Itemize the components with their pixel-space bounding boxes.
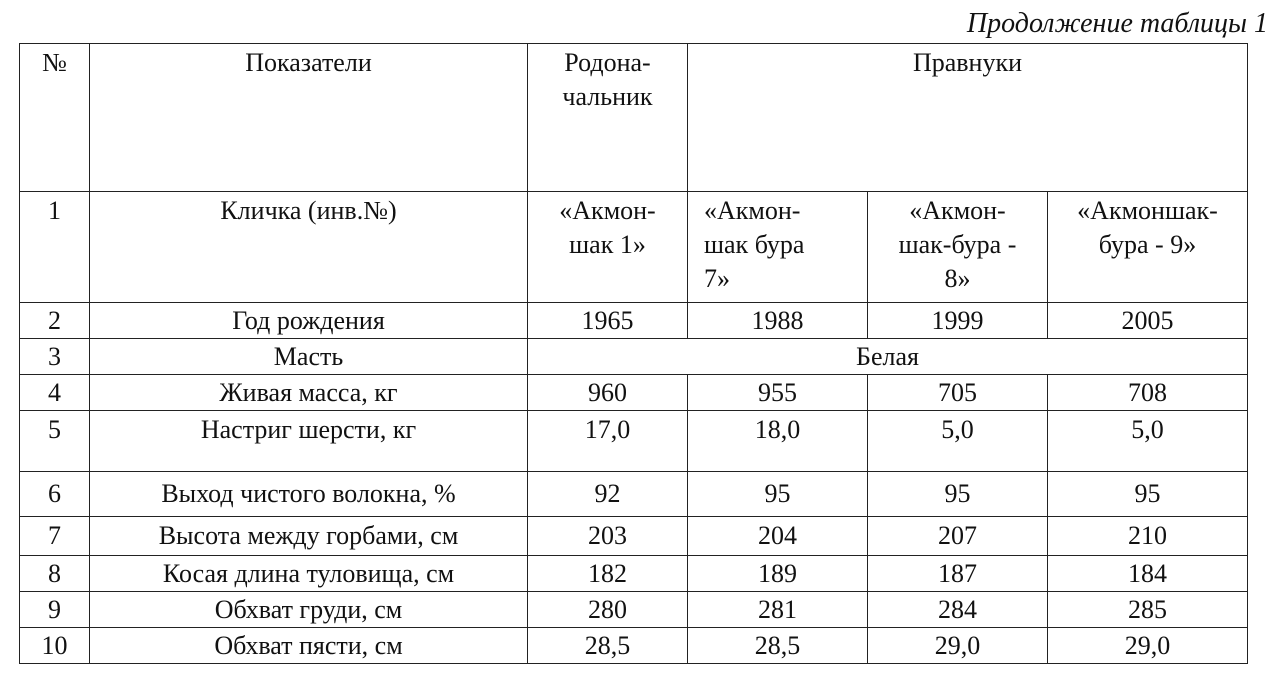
header-num: № bbox=[20, 44, 90, 192]
row-num: 8 bbox=[20, 556, 90, 592]
row-label: Настриг шерсти, кг bbox=[90, 411, 528, 472]
table-row bbox=[20, 517, 1248, 556]
cell-value: 204 bbox=[688, 517, 868, 556]
cell-value: 5,0 bbox=[868, 411, 1048, 472]
row-label: Кличка (инв.№) bbox=[90, 192, 528, 303]
row-num: 4 bbox=[20, 375, 90, 411]
cell-value: 28,5 bbox=[688, 628, 868, 664]
row-label: Высота между горбами, см bbox=[90, 517, 528, 556]
table-row bbox=[20, 339, 1248, 375]
cell-founder: 280 bbox=[528, 592, 688, 628]
cell-value: 29,0 bbox=[868, 628, 1048, 664]
header-row bbox=[20, 44, 1248, 192]
row-num: 5 bbox=[20, 411, 90, 472]
cell-value: 95 bbox=[1048, 472, 1248, 517]
cell-founder: 960 bbox=[528, 375, 688, 411]
row-label: Косая длина туловища, см bbox=[90, 556, 528, 592]
row-num: 9 bbox=[20, 592, 90, 628]
row-label: Выход чистого волокна, % bbox=[90, 472, 528, 517]
header-indicators: Показатели bbox=[90, 44, 528, 192]
cell-value: 708 bbox=[1048, 375, 1248, 411]
cell-value: 1999 bbox=[868, 303, 1048, 339]
cell-value: 95 bbox=[868, 472, 1048, 517]
table-row bbox=[20, 411, 1248, 472]
cell-value: 189 bbox=[688, 556, 868, 592]
row-num: 3 bbox=[20, 339, 90, 375]
table-row bbox=[20, 592, 1248, 628]
row-label: Год рождения bbox=[90, 303, 528, 339]
row-num: 1 bbox=[20, 192, 90, 303]
cell-merged: Белая bbox=[528, 339, 1248, 375]
header-greatgrandchildren: Правнуки bbox=[688, 44, 1248, 192]
cell-value: 2005 bbox=[1048, 303, 1248, 339]
cell-founder: 28,5 bbox=[528, 628, 688, 664]
table-row bbox=[20, 303, 1248, 339]
cell-value: 95 bbox=[688, 472, 868, 517]
cell-value: 285 bbox=[1048, 592, 1248, 628]
cell-founder: 17,0 bbox=[528, 411, 688, 472]
cell-value: 1988 bbox=[688, 303, 868, 339]
table-row bbox=[20, 472, 1248, 517]
row-label: Масть bbox=[90, 339, 528, 375]
table-caption: Продолжение таблицы 1 bbox=[966, 8, 1268, 39]
cell-founder: 203 bbox=[528, 517, 688, 556]
cell-value: «Акмоншак- бура - 9» bbox=[1048, 192, 1248, 303]
cell-value: 184 bbox=[1048, 556, 1248, 592]
row-num: 2 bbox=[20, 303, 90, 339]
cell-value: 281 bbox=[688, 592, 868, 628]
cell-founder: 92 bbox=[528, 472, 688, 517]
cell-value: 18,0 bbox=[688, 411, 868, 472]
data-table bbox=[19, 43, 1248, 664]
header-founder-text: Родона- чальник bbox=[562, 48, 653, 111]
row-label: Обхват груди, см bbox=[90, 592, 528, 628]
row-num: 10 bbox=[20, 628, 90, 664]
table-row bbox=[20, 628, 1248, 664]
cell-value: 210 bbox=[1048, 517, 1248, 556]
table-row bbox=[20, 556, 1248, 592]
row-num: 6 bbox=[20, 472, 90, 517]
cell-founder: 1965 bbox=[528, 303, 688, 339]
row-num: 7 bbox=[20, 517, 90, 556]
cell-value: 29,0 bbox=[1048, 628, 1248, 664]
cell-value: 705 bbox=[868, 375, 1048, 411]
row-label: Живая масса, кг bbox=[90, 375, 528, 411]
cell-founder: «Акмон- шак 1» bbox=[528, 192, 688, 303]
cell-value: 187 bbox=[868, 556, 1048, 592]
cell-value: «Акмон- шак-бура - 8» bbox=[868, 192, 1048, 303]
table-row bbox=[20, 192, 1248, 303]
cell-value: 207 bbox=[868, 517, 1048, 556]
cell-value: 955 bbox=[688, 375, 868, 411]
cell-value: 284 bbox=[868, 592, 1048, 628]
table-row bbox=[20, 375, 1248, 411]
cell-founder: 182 bbox=[528, 556, 688, 592]
row-label: Обхват пясти, см bbox=[90, 628, 528, 664]
cell-value: 5,0 bbox=[1048, 411, 1248, 472]
cell-value: «Акмон- шак бура 7» bbox=[688, 192, 868, 303]
header-founder bbox=[528, 44, 688, 192]
